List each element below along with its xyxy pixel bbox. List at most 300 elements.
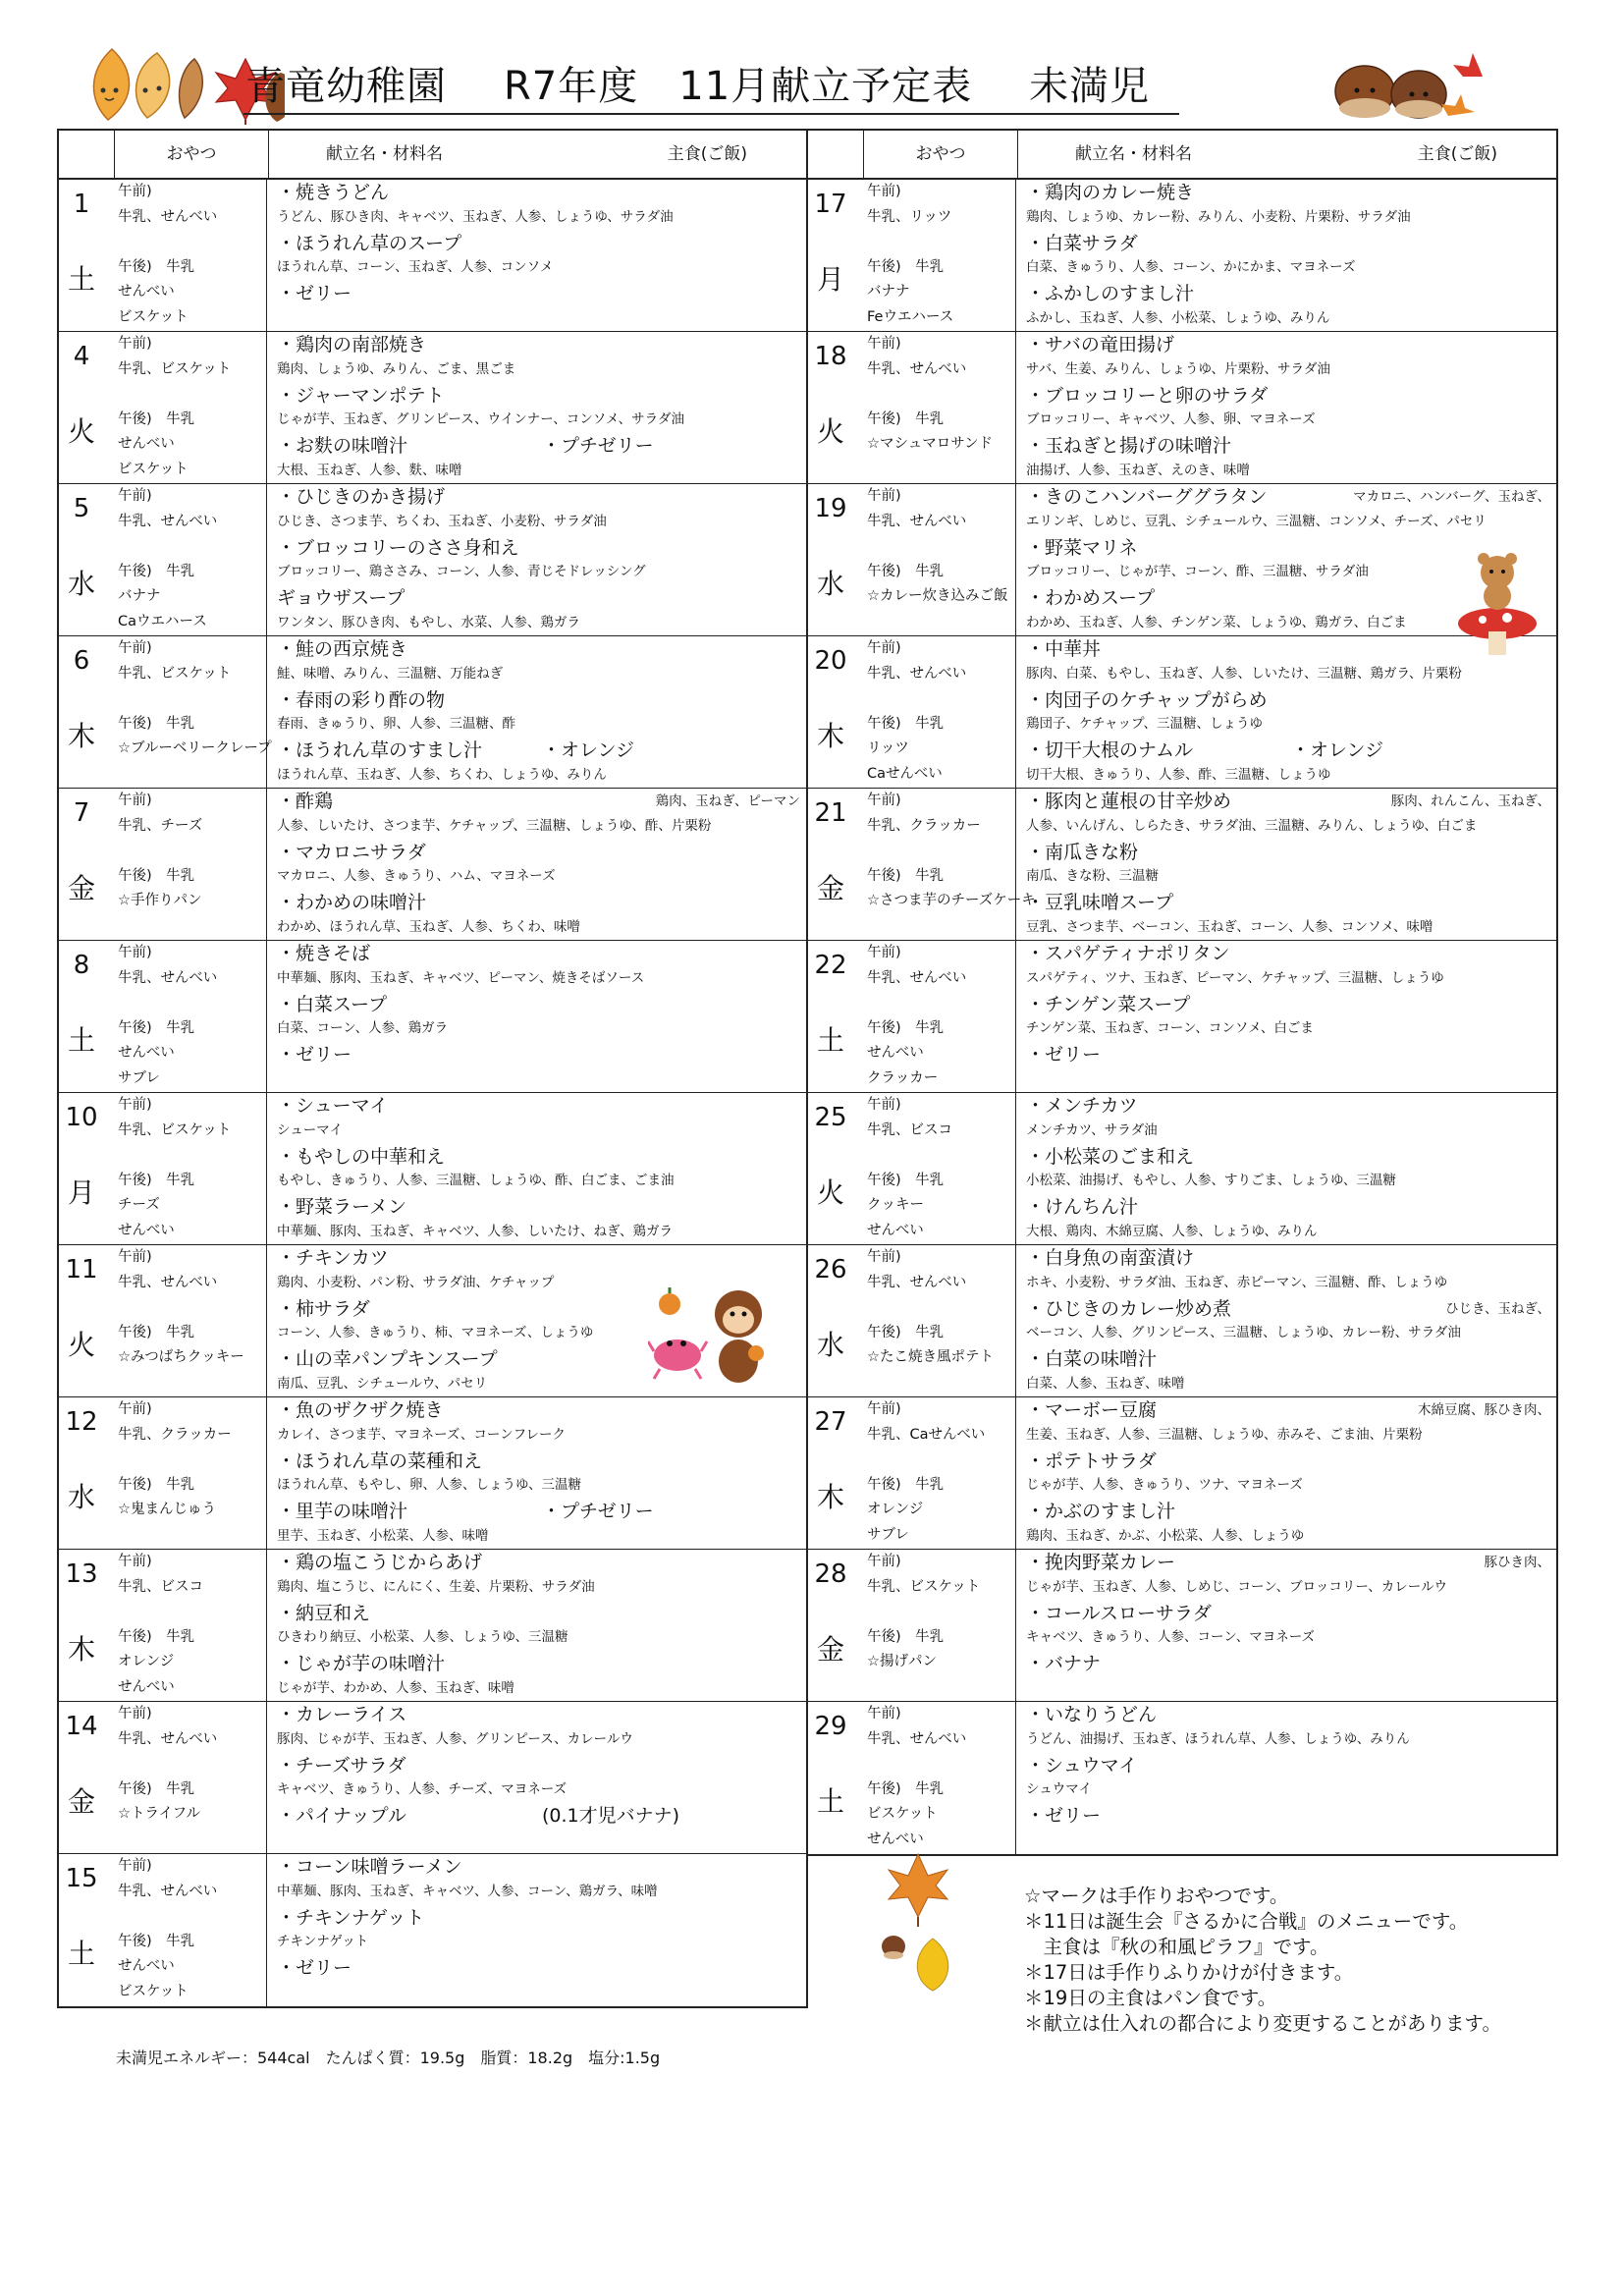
header-menu: 献立名・材料名 bbox=[1075, 144, 1192, 164]
dish-name: ・南瓜きな粉 bbox=[1026, 841, 1139, 863]
dish-name: ・野菜マリネ bbox=[1026, 536, 1138, 559]
ingredients: ベーコン、人参、グリンピース、三温糖、しょうゆ、カレー粉、サラダ油 bbox=[1026, 1325, 1461, 1341]
snack-cell bbox=[114, 1854, 267, 2006]
snack-line bbox=[118, 1295, 266, 1321]
dish-name: ・春雨の彩り酢の物 bbox=[277, 688, 446, 711]
table-row bbox=[808, 1245, 1556, 1397]
dish-name: ・ふかしのすまし汁 bbox=[1026, 283, 1195, 305]
dish-name: ・挽肉野菜カレー bbox=[1026, 1552, 1176, 1573]
school-name: 青竜幼稚園 bbox=[245, 64, 447, 109]
snack-line bbox=[867, 1752, 1015, 1777]
snack-cell bbox=[863, 1093, 1016, 1244]
snack-line: 午前) bbox=[867, 184, 901, 199]
menu-cell bbox=[267, 1854, 806, 2006]
dish-name: ・ほうれん草のスープ bbox=[277, 232, 462, 254]
ingredients: 鶏肉、玉ねぎ、かぶ、小松菜、人参、しょうゆ bbox=[1026, 1527, 1305, 1544]
weekday: 火 bbox=[67, 415, 95, 448]
snack-cell bbox=[863, 636, 1016, 788]
snack-line: ☆みつばちクッキー bbox=[118, 1349, 244, 1365]
side-item: ・プチゼリー bbox=[542, 1501, 654, 1523]
period-label: R7年度 11月献立予定表 bbox=[504, 64, 973, 109]
day-number: 21 bbox=[814, 798, 847, 828]
ingredients: 人参、しいたけ、さつま芋、ケチャップ、三温糖、しょうゆ、酢、片栗粉 bbox=[277, 817, 712, 834]
ingredients: ワンタン、豚ひき肉、もやし、水菜、人参、鶏ガラ bbox=[277, 614, 580, 630]
table-row bbox=[808, 636, 1556, 789]
dish-name: ・コーン味噌ラーメン bbox=[277, 1856, 462, 1878]
snack-line: オレンジ bbox=[118, 1654, 175, 1669]
snack-line bbox=[867, 230, 1015, 255]
snack-cell bbox=[863, 1550, 1016, 1701]
dish-name: ・サバの竜田揚げ bbox=[1026, 334, 1174, 355]
table-row bbox=[59, 1397, 806, 1550]
ingredients: 豚ひき肉、 bbox=[1484, 1555, 1550, 1570]
autumn-leaves-icon bbox=[864, 1848, 972, 1995]
snack-line: ☆さつま芋のチーズケーキ bbox=[867, 893, 1036, 908]
header-staple: 主食(ご飯) bbox=[1417, 144, 1497, 164]
chestnut-icon bbox=[1325, 47, 1483, 126]
ingredients: ふかし、玉ねぎ、人参、小松菜、しょうゆ、みりん bbox=[1026, 309, 1330, 326]
day-number: 25 bbox=[814, 1103, 847, 1132]
bear-on-mushroom-icon bbox=[1453, 545, 1542, 658]
day-number: 20 bbox=[814, 646, 847, 676]
snack-line bbox=[118, 839, 266, 864]
snack-line: チーズ bbox=[118, 1197, 160, 1213]
weekday: 月 bbox=[67, 1176, 95, 1209]
snack-line: 午前) bbox=[118, 1858, 152, 1874]
snack-cell bbox=[114, 636, 272, 788]
day-cell bbox=[808, 941, 863, 1092]
snack-line: せんべい bbox=[118, 1958, 175, 1974]
ingredients: 鶏肉、塩こうじ、にんにく、生姜、片栗粉、サラダ油 bbox=[277, 1578, 595, 1595]
ingredients: うどん、豚ひき肉、キャベツ、玉ねぎ、人参、しょうゆ、サラダ油 bbox=[277, 208, 674, 225]
snack-line: 午後) 牛乳 bbox=[867, 1780, 945, 1797]
table-row bbox=[808, 484, 1556, 636]
day-number: 1 bbox=[73, 190, 90, 219]
menu-cell bbox=[1016, 789, 1556, 940]
snack-line: 午後) 牛乳 bbox=[118, 1628, 195, 1645]
header-menu: 献立名・材料名 bbox=[326, 144, 443, 164]
snack-line bbox=[867, 914, 1015, 940]
snack-line: サブレ bbox=[118, 1069, 160, 1086]
dish-name: ・ゼリー bbox=[1026, 1044, 1102, 1066]
snack-line: 牛乳、せんべい bbox=[118, 969, 218, 986]
menu-cell bbox=[267, 789, 806, 940]
ingredients: 白菜、人参、玉ねぎ、味噌 bbox=[1026, 1375, 1185, 1392]
weekday: 木 bbox=[816, 1481, 844, 1513]
dish-name: ・玉ねぎと揚げの味噌汁 bbox=[1026, 435, 1232, 458]
snack-line: せんべい bbox=[867, 1831, 924, 1847]
ingredients: 鶏肉、玉ねぎ、ピーマン bbox=[655, 793, 800, 809]
weekday: 土 bbox=[67, 1938, 95, 1970]
dish-name: ・きのこハンバーググラタン bbox=[1026, 486, 1268, 508]
menu-cell bbox=[267, 484, 806, 635]
table-header bbox=[59, 131, 806, 180]
snack-cell bbox=[114, 1550, 267, 1701]
dish-name: ・シューマイ bbox=[277, 1095, 389, 1117]
dish-name: ・ほうれん草のすまし汁 bbox=[277, 739, 483, 762]
snack-line: 牛乳、せんべい bbox=[867, 1274, 967, 1290]
snack-line bbox=[118, 1828, 266, 1853]
table-header bbox=[808, 131, 1556, 180]
dish-name: ・鮭の西京焼き bbox=[277, 638, 408, 660]
snack-line: 午後) 牛乳 bbox=[118, 1476, 195, 1493]
snack-line: 午後) 牛乳 bbox=[118, 258, 195, 275]
dish-name: ・けんちん汁 bbox=[1026, 1196, 1139, 1219]
menu-cell bbox=[1016, 1245, 1556, 1396]
snack-line: 午後) 牛乳 bbox=[867, 258, 945, 275]
day-number: 28 bbox=[814, 1559, 847, 1589]
snack-line: 午前) bbox=[118, 945, 152, 960]
snack-line: ☆マシュマロサンド bbox=[867, 436, 993, 452]
snack-cell bbox=[114, 484, 267, 635]
table-row bbox=[808, 1397, 1556, 1550]
snack-line: 牛乳、リッツ bbox=[867, 208, 952, 225]
snack-line: 午前) bbox=[118, 1401, 152, 1417]
snack-line: 午後) 牛乳 bbox=[867, 1476, 945, 1493]
dish-name: ・肉団子のケチャップがらめ bbox=[1026, 688, 1268, 711]
side-item: ・オレンジ bbox=[1291, 739, 1384, 762]
snack-line: 午前) bbox=[867, 1706, 901, 1722]
notes bbox=[1024, 1884, 1501, 2037]
weekday: 水 bbox=[67, 568, 95, 600]
dish-name: ・ゼリー bbox=[277, 1044, 352, 1066]
snack-line: せんべい bbox=[118, 436, 175, 452]
menu-table-left bbox=[57, 129, 808, 2008]
ingredients: 鮭、味噌、みりん、三温糖、万能ねぎ bbox=[277, 665, 504, 682]
snack-line: オレンジ bbox=[867, 1502, 924, 1517]
day-number: 22 bbox=[814, 951, 847, 980]
day-cell bbox=[59, 1093, 114, 1244]
snack-cell bbox=[114, 332, 267, 483]
table-row bbox=[808, 332, 1556, 484]
dish-name: ・小松菜のごま和え bbox=[1026, 1145, 1195, 1168]
snack-line: せんべい bbox=[118, 1222, 175, 1238]
weekday: 水 bbox=[67, 1481, 95, 1513]
snack-line: 午後) 牛乳 bbox=[118, 867, 195, 884]
snack-line bbox=[867, 1448, 1015, 1473]
ingredients: じゃが芋、わかめ、人参、玉ねぎ、味噌 bbox=[277, 1679, 514, 1696]
snack-cell bbox=[114, 789, 267, 940]
snack-line: 午前) bbox=[118, 336, 152, 352]
ingredients: 豚肉、じゃが芋、玉ねぎ、人参、グリンピース、カレールウ bbox=[277, 1730, 633, 1747]
dish-name: ・わかめの味噌汁 bbox=[277, 892, 427, 914]
snack-line bbox=[867, 1143, 1015, 1169]
dish-name: ・メンチカツ bbox=[1026, 1095, 1138, 1117]
snack-cell bbox=[114, 1245, 267, 1396]
menu-cell bbox=[1016, 1093, 1556, 1244]
ingredients: わかめ、ほうれん草、玉ねぎ、人参、ちくわ、味噌 bbox=[277, 918, 580, 935]
snack-line: 午後) 牛乳 bbox=[118, 1324, 195, 1340]
weekday: 火 bbox=[816, 1176, 844, 1209]
day-number: 19 bbox=[814, 494, 847, 523]
ingredients: シューマイ bbox=[277, 1121, 343, 1138]
snack-line bbox=[867, 458, 1015, 483]
snack-line: 午後) 牛乳 bbox=[867, 1172, 945, 1188]
snack-line: 牛乳、せんべい bbox=[867, 360, 967, 377]
dish-name: ・里芋の味噌汁 bbox=[277, 1501, 408, 1523]
ingredients: 切干大根、きゅうり、人参、酢、三温糖、しょうゆ bbox=[1026, 766, 1331, 783]
dish-name: ・鶏の塩こうじからあげ bbox=[277, 1552, 483, 1573]
snack-line: 午前) bbox=[867, 1554, 901, 1569]
day-cell bbox=[808, 180, 863, 331]
snack-line: リッツ bbox=[867, 740, 909, 756]
ingredients: チンゲン菜、玉ねぎ、コーン、コンソメ、白ごま bbox=[1026, 1020, 1314, 1037]
ingredients: わかめ、玉ねぎ、人参、チンゲン菜、しょうゆ、鶏ガラ、白ごま bbox=[1026, 614, 1407, 630]
ingredients: ひきわり納豆、小松菜、人参、しょうゆ、三温糖 bbox=[277, 1629, 568, 1646]
dish-name: ・ゼリー bbox=[277, 283, 352, 305]
page-title bbox=[243, 55, 1179, 115]
table-row bbox=[59, 1093, 806, 1245]
ingredients: 豚肉、白菜、もやし、玉ねぎ、人参、しいたけ、三温糖、鶏ガラ、片栗粉 bbox=[1026, 665, 1462, 682]
snack-line bbox=[867, 534, 1015, 560]
ingredients: 豆乳、さつま芋、ベーコン、玉ねぎ、コーン、人参、コンソメ、味噌 bbox=[1026, 918, 1434, 935]
day-cell bbox=[59, 1397, 114, 1549]
dish-name: ・スパゲティナポリタン bbox=[1026, 943, 1230, 964]
dish-name: ・チキンナゲット bbox=[277, 1906, 425, 1929]
snack-line: 午後) 牛乳 bbox=[867, 1628, 945, 1645]
snack-line: ビスケット bbox=[118, 461, 189, 477]
ingredients: チキンナゲット bbox=[277, 1934, 369, 1950]
menu-cell bbox=[267, 180, 806, 331]
weekday: 月 bbox=[816, 263, 844, 296]
snack-line bbox=[867, 1295, 1015, 1321]
ingredients: エリンギ、しめじ、豆乳、シチュールウ、三温糖、コンソメ、チーズ、パセリ bbox=[1026, 513, 1487, 529]
snack-line: 牛乳、ビスケット bbox=[118, 360, 232, 377]
day-cell bbox=[808, 1550, 863, 1701]
monkey-and-crab-icon bbox=[648, 1275, 776, 1388]
dish-name: ・ブロッコリーのささ身和え bbox=[277, 536, 519, 559]
day-number: 27 bbox=[814, 1407, 847, 1437]
note-line: ＊11日は誕生会『さるかに合戦』のメニューです。 bbox=[1024, 1910, 1469, 1933]
header-staple: 主食(ご飯) bbox=[667, 144, 747, 164]
snack-line: ☆手作りパン bbox=[118, 893, 202, 908]
snack-cell bbox=[114, 1397, 267, 1549]
dish-name: ・バナナ bbox=[1026, 1653, 1102, 1675]
ingredients: 白菜、コーン、人参、鶏ガラ bbox=[277, 1020, 449, 1037]
snack-line bbox=[118, 1448, 266, 1473]
day-number: 7 bbox=[73, 798, 90, 828]
note-line: ＊19日の主食はパン食です。 bbox=[1024, 1987, 1277, 2009]
snack-line: 午後) 牛乳 bbox=[118, 1780, 195, 1797]
weekday: 木 bbox=[816, 720, 844, 752]
snack-line: ☆たこ焼き風ポテト bbox=[867, 1349, 994, 1365]
snack-cell bbox=[114, 180, 267, 331]
snack-line: 午後) 牛乳 bbox=[867, 1019, 945, 1036]
weekday: 木 bbox=[67, 1633, 95, 1666]
snack-line: 午後) 牛乳 bbox=[867, 1324, 945, 1340]
table-row bbox=[808, 1093, 1556, 1245]
ingredients: コーン、人参、きゅうり、柿、マヨネーズ、しょうゆ bbox=[277, 1325, 594, 1341]
snack-line: 午前) bbox=[118, 488, 152, 504]
table-row bbox=[808, 1550, 1556, 1702]
weekday: 土 bbox=[816, 1785, 844, 1818]
snack-line bbox=[867, 610, 1015, 635]
snack-line: 牛乳、せんべい bbox=[118, 513, 218, 529]
snack-cell bbox=[114, 941, 267, 1092]
dish-name: ・野菜ラーメン bbox=[277, 1196, 407, 1219]
weekday: 土 bbox=[816, 1024, 844, 1057]
snack-line: 午後) 牛乳 bbox=[118, 1172, 195, 1188]
day-number: 4 bbox=[73, 342, 90, 371]
snack-line: 午前) bbox=[867, 1249, 901, 1265]
weekday: 金 bbox=[67, 1785, 95, 1818]
day-number: 18 bbox=[814, 342, 847, 371]
day-cell bbox=[59, 941, 114, 1092]
snack-line bbox=[118, 1904, 266, 1930]
snack-line: サブレ bbox=[867, 1526, 909, 1543]
day-number: 26 bbox=[814, 1255, 847, 1285]
ingredients: 生姜、玉ねぎ、人参、三温糖、しょうゆ、赤みそ、ごま油、片栗粉 bbox=[1026, 1426, 1423, 1443]
snack-line: 午前) bbox=[867, 1401, 901, 1417]
dish-name: ・白菜サラダ bbox=[1026, 232, 1138, 254]
day-cell bbox=[808, 1093, 863, 1244]
snack-line: 午前) bbox=[118, 793, 152, 808]
table-row bbox=[59, 1854, 806, 2006]
dish-name: ・豚肉と蓮根の甘辛炒め bbox=[1026, 791, 1232, 812]
dish-name: ・ゼリー bbox=[1026, 1805, 1102, 1828]
snack-line: 午前) bbox=[118, 1249, 152, 1265]
snack-line bbox=[867, 1600, 1015, 1625]
snack-line: ビスケット bbox=[118, 1983, 189, 1999]
snack-line bbox=[118, 1523, 266, 1549]
ingredients: 里芋、玉ねぎ、小松菜、人参、味噌 bbox=[277, 1527, 489, 1544]
ingredients: 中華麺、豚肉、玉ねぎ、キャベツ、人参、しいたけ、ねぎ、鶏ガラ bbox=[277, 1223, 673, 1239]
day-number: 5 bbox=[73, 494, 90, 523]
snack-line: 牛乳、せんべい bbox=[867, 665, 967, 682]
weekday: 火 bbox=[816, 415, 844, 448]
day-cell bbox=[59, 1550, 114, 1701]
snack-line: 午後) 牛乳 bbox=[118, 563, 195, 579]
snack-line bbox=[118, 534, 266, 560]
day-cell bbox=[59, 1245, 114, 1396]
snack-line: せんべい bbox=[118, 1045, 175, 1061]
table-row bbox=[808, 180, 1556, 332]
side-item: ・プチゼリー bbox=[542, 435, 654, 458]
dish-name: ・わかめスープ bbox=[1026, 587, 1156, 610]
ingredients: 南瓜、きな粉、三温糖 bbox=[1026, 868, 1159, 885]
table-row bbox=[59, 941, 806, 1093]
weekday: 木 bbox=[67, 720, 95, 752]
snack-cell bbox=[863, 484, 1016, 635]
weekday: 水 bbox=[816, 1329, 844, 1361]
snack-line: Caウエハース bbox=[118, 613, 207, 629]
dish-name: ・鶏肉のカレー焼き bbox=[1026, 182, 1195, 203]
side-item: ・オレンジ bbox=[542, 739, 635, 762]
dish-name: ・パイナップル bbox=[277, 1805, 406, 1828]
day-cell bbox=[59, 636, 114, 788]
nutrition-footer: 未満児エネルギー：544cal たんぱく質：19.5g 脂質：18.2g 塩分:1.5g bbox=[116, 2049, 661, 2067]
day-number: 11 bbox=[65, 1255, 98, 1285]
day-cell bbox=[59, 1702, 114, 1853]
snack-line: 牛乳、せんべい bbox=[118, 1730, 218, 1747]
day-cell bbox=[808, 636, 863, 788]
snack-line bbox=[118, 991, 266, 1016]
dish-name: ・もやしの中華和え bbox=[277, 1145, 446, 1168]
day-cell bbox=[808, 1397, 863, 1549]
ingredients: 白菜、きゅうり、人参、コーン、かにかま、マヨネーズ bbox=[1026, 259, 1356, 276]
day-number: 13 bbox=[65, 1559, 98, 1589]
snack-line bbox=[118, 1143, 266, 1169]
ingredients: メンチカツ、サラダ油 bbox=[1026, 1121, 1158, 1138]
snack-cell bbox=[863, 332, 1016, 483]
snack-line: 午前) bbox=[867, 793, 901, 808]
day-cell bbox=[59, 1854, 114, 2006]
menu-table-right bbox=[808, 129, 1558, 1856]
table-row bbox=[808, 941, 1556, 1093]
weekday: 水 bbox=[816, 568, 844, 600]
weekday: 金 bbox=[816, 1633, 844, 1666]
snack-line: Feウエハース bbox=[867, 308, 954, 325]
dish-name: ・白菜の味噌汁 bbox=[1026, 1348, 1158, 1371]
menu-cell bbox=[267, 1550, 806, 1701]
snack-line: 牛乳、ビスケット bbox=[867, 1578, 981, 1595]
dish-name: ・チンゲン菜スープ bbox=[1026, 993, 1191, 1015]
snack-line: 午後) 牛乳 bbox=[118, 1019, 195, 1036]
table-row bbox=[59, 484, 806, 636]
snack-line: 牛乳、クラッカー bbox=[867, 817, 981, 834]
ingredients: カレイ、さつま芋、マヨネーズ、コーンフレーク bbox=[277, 1426, 567, 1443]
ingredients: 春雨、きゅうり、卵、人参、三温糖、酢 bbox=[277, 716, 515, 733]
snack-line: 午前) bbox=[867, 640, 901, 656]
group-label: 未満児 bbox=[1029, 64, 1151, 109]
table-row bbox=[59, 1702, 806, 1854]
snack-line: ビスケット bbox=[118, 308, 189, 325]
note-line: ＊17日は手作りふりかけが付きます。 bbox=[1024, 1961, 1354, 1984]
dish-name: ・柿サラダ bbox=[277, 1297, 370, 1320]
snack-line: 午前) bbox=[118, 184, 152, 199]
ingredients: 鶏肉、しょうゆ、みりん、ごま、黒ごま bbox=[277, 360, 516, 377]
ingredients: じゃが芋、玉ねぎ、グリンピース、ウインナー、コンソメ、サラダ油 bbox=[277, 411, 684, 428]
snack-cell bbox=[863, 1397, 1016, 1549]
snack-line bbox=[118, 1752, 266, 1777]
snack-line bbox=[118, 1371, 266, 1396]
snack-line: クラッカー bbox=[867, 1069, 939, 1086]
weekday: 土 bbox=[67, 1024, 95, 1057]
snack-line: ビスケット bbox=[867, 1806, 938, 1822]
snack-line: Caせんべい bbox=[867, 765, 943, 782]
dish-name: ・酢鶏 bbox=[277, 791, 334, 812]
dish-name: ・山の幸パンプキンスープ bbox=[277, 1348, 498, 1371]
weekday: 土 bbox=[67, 263, 95, 296]
snack-line: 午後) 牛乳 bbox=[867, 715, 945, 732]
snack-cell bbox=[863, 941, 1016, 1092]
snack-line: せんべい bbox=[118, 284, 175, 300]
dish-name: ・ジャーマンポテト bbox=[277, 384, 445, 407]
ingredients: ブロッコリー、鶏ささみ、コーン、人参、青じそドレッシング bbox=[277, 564, 646, 580]
snack-line: 午前) bbox=[867, 488, 901, 504]
dish-name: ・ひじきのかき揚げ bbox=[277, 486, 446, 508]
ingredients: スパゲティ、ツナ、玉ねぎ、ピーマン、ケチャップ、三温糖、しょうゆ bbox=[1026, 969, 1444, 986]
ingredients: 中華麺、豚肉、玉ねぎ、キャベツ、ピーマン、焼きそばソース bbox=[277, 969, 645, 986]
ingredients: うどん、油揚げ、玉ねぎ、ほうれん草、人参、しょうゆ、みりん bbox=[1026, 1730, 1410, 1747]
snack-line: バナナ bbox=[118, 588, 161, 604]
table-row bbox=[808, 789, 1556, 941]
snack-line: 牛乳、クラッカー bbox=[118, 1426, 232, 1443]
ingredients: マカロニ、人参、きゅうり、ハム、マヨネーズ bbox=[277, 868, 556, 885]
snack-cell bbox=[114, 1093, 267, 1244]
snack-line bbox=[118, 762, 266, 788]
table-row bbox=[808, 1702, 1556, 1854]
snack-line: ☆トライフル bbox=[118, 1806, 201, 1822]
snack-line bbox=[867, 686, 1015, 712]
snack-line: 午後) 牛乳 bbox=[867, 867, 945, 884]
ingredients: 中華麺、豚肉、玉ねぎ、キャベツ、人参、コーン、鶏ガラ、味噌 bbox=[277, 1883, 658, 1899]
ingredients: キャベツ、きゅうり、人参、コーン、マヨネーズ bbox=[1026, 1629, 1316, 1646]
ingredients: 南瓜、豆乳、シチュールウ、パセリ bbox=[277, 1375, 488, 1392]
menu-cell bbox=[1016, 180, 1556, 331]
day-cell bbox=[59, 789, 114, 940]
dish-name: ・お麩の味噌汁 bbox=[277, 435, 408, 458]
